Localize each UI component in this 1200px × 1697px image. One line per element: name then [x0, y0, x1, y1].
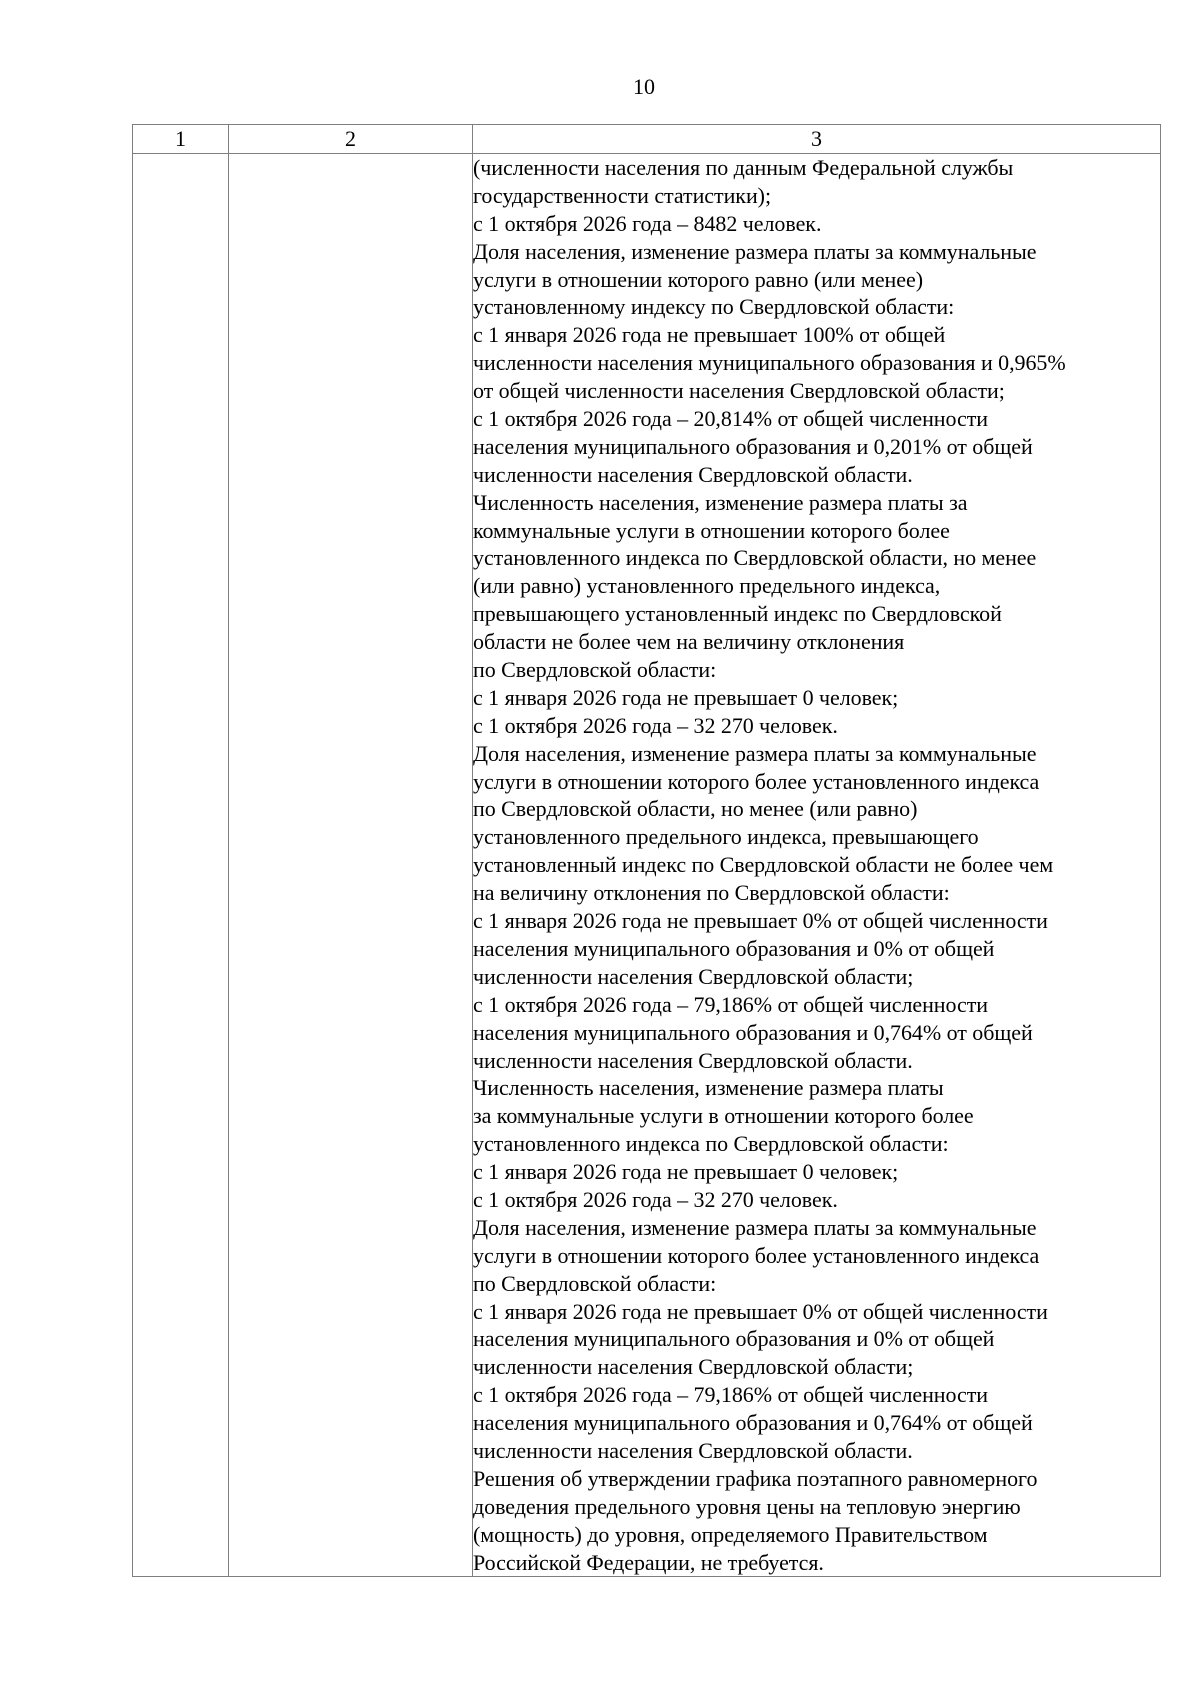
text-line: численности населения Свердловской области.: [473, 461, 913, 487]
text-line: по Свердловской области:: [473, 1270, 717, 1296]
page-number: 10: [633, 74, 655, 99]
text-line: численности населения муниципального образования и 0,965%: [473, 350, 1066, 376]
text-line: от общей численности населения Свердловской области;: [473, 378, 1005, 404]
text-line: населения муниципального образования и 0,764% от общей: [473, 1019, 1033, 1045]
text-line: численности населения Свердловской области;: [473, 963, 914, 989]
text-line: доведения предельного уровня цены на тепловую энергию: [473, 1493, 1021, 1519]
text-line: Решения об утверждении графика поэтапного равномерного: [473, 1465, 1038, 1491]
column-header-2: 2: [229, 125, 473, 154]
text-line: численности населения Свердловской области;: [473, 1354, 914, 1380]
text-line: населения муниципального образования и 0,764% от общей: [473, 1410, 1033, 1436]
text-line: установленного индекса по Свердловской области, но менее: [473, 545, 1037, 571]
cell-column-1: [133, 154, 229, 1577]
text-line: с 1 октября 2026 года – 32 270 человек.: [473, 1186, 838, 1212]
text-line: коммунальные услуги в отношении которого более: [473, 517, 950, 543]
text-line: по Свердловской области:: [473, 657, 717, 683]
text-line: по Свердловской области, но менее (или равно): [473, 796, 918, 822]
text-line: с 1 октября 2026 года – 79,186% от общей численности: [473, 991, 989, 1017]
table-row: [133, 154, 1161, 1577]
text-line: установленный индекс по Свердловской области не более чем: [473, 852, 1054, 878]
text-line: установленного индекса по Свердловской области:: [473, 1131, 949, 1157]
text-line: услуги в отношении которого равно (или менее): [473, 266, 923, 292]
text-line: с 1 октября 2026 года – 8482 человек.: [473, 210, 822, 236]
text-line: населения муниципального образования и 0% от общей: [473, 1326, 995, 1352]
text-line: населения муниципального образования и 0,201% от общей: [473, 433, 1033, 459]
text-line: Доля населения, изменение размера платы за коммунальные: [473, 740, 1037, 766]
text-line: численности населения Свердловской области.: [473, 1047, 913, 1073]
text-line: с 1 октября 2026 года – 20,814% от общей численности: [473, 406, 989, 432]
cell-column-3: [473, 154, 1161, 1577]
text-line: Российской Федерации, не требуется.: [473, 1549, 824, 1575]
text-line: с 1 января 2026 года не превышает 0 человек;: [473, 684, 899, 710]
text-line: государственности статистики);: [473, 182, 772, 208]
text-line: с 1 января 2026 года не превышает 0% от общей численности: [473, 908, 1048, 934]
text-line: с 1 октября 2026 года – 32 270 человек.: [473, 712, 838, 738]
text-line: с 1 января 2026 года не превышает 0 человек;: [473, 1159, 899, 1185]
text-line: услуги в отношении которого более установленного индекса: [473, 1242, 1040, 1268]
text-line: Численность населения, изменение размера платы за: [473, 489, 968, 515]
text-line: (численности населения по данным Федеральной службы: [473, 155, 1014, 180]
text-line: установленному индексу по Свердловской области:: [473, 294, 955, 320]
text-line: на величину отклонения по Свердловской области:: [473, 880, 950, 906]
text-line: населения муниципального образования и 0% от общей: [473, 935, 995, 961]
text-line: области не более чем на величину отклонения: [473, 629, 905, 655]
column-header-1: 1: [133, 125, 229, 154]
text-line: с 1 октября 2026 года – 79,186% от общей численности: [473, 1382, 989, 1408]
text-line: (мощность) до уровня, определяемого Правительством: [473, 1521, 988, 1547]
text-line: превышающего установленный индекс по Свердловской: [473, 601, 1002, 627]
text-line: Доля населения, изменение размера платы за коммунальные: [473, 238, 1037, 264]
text-line: с 1 января 2026 года не превышает 0% от общей численности: [473, 1298, 1048, 1324]
table-header-row: [133, 125, 1161, 154]
text-line: Численность населения, изменение размера платы: [473, 1075, 944, 1101]
text-line: с 1 января 2026 года не превышает 100% от общей: [473, 322, 946, 348]
text-line: Доля населения, изменение размера платы за коммунальные: [473, 1214, 1037, 1240]
cell-column-2: [229, 154, 473, 1577]
text-line: численности населения Свердловской области.: [473, 1437, 913, 1463]
text-line: (или равно) установленного предельного индекса,: [473, 573, 941, 599]
column-header-3: 3: [473, 125, 1161, 154]
text-line: услуги в отношении которого более установленного индекса: [473, 768, 1040, 794]
document-table: [132, 124, 1161, 1577]
text-line: за коммунальные услуги в отношении которого более: [473, 1103, 974, 1129]
text-line: установленного предельного индекса, превышающего: [473, 824, 979, 850]
